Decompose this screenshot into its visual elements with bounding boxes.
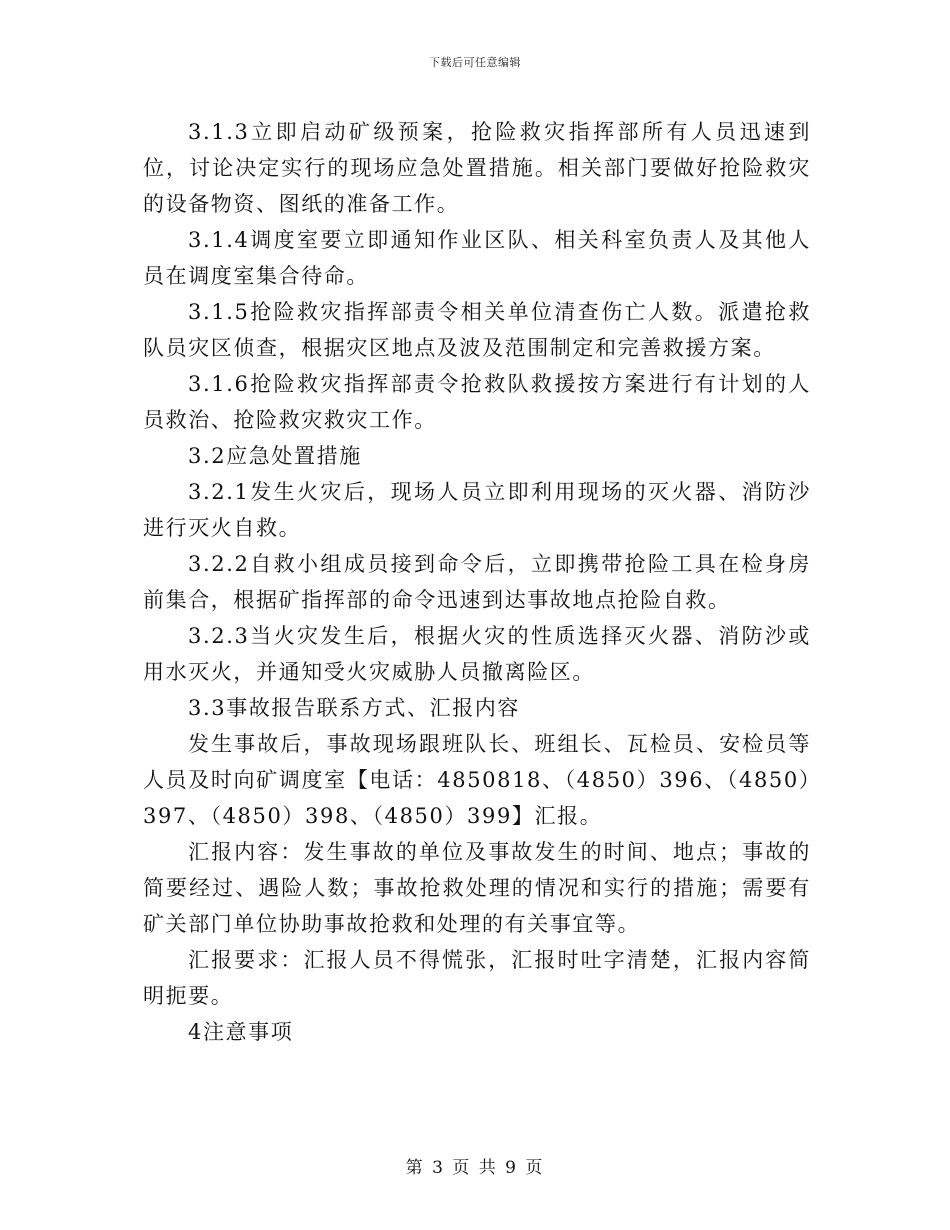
paragraph-3-2-1: 3.2.1发生火灾后，现场人员立即利用现场的灭火器、消防沙进行灭火自救。 — [143, 480, 811, 540]
section-heading-3-2: 3.2应急处置措施 — [188, 444, 362, 468]
paragraph-report-content: 汇报内容：发生事故的单位及事故发生的时间、地点；事故的简要经过、遇险人数；事故抢救处理的情况和实行的措施；需要有矿关部门单位协助事故抢救和处理的有关事宜等。 — [143, 840, 811, 936]
section-heading-3-3: 3.3事故报告联系方式、汇报内容 — [188, 696, 520, 720]
paragraph-3-2-3: 3.2.3当火灾发生后，根据火灾的性质选择灭火器、消防沙或用水灭火，并通知受火灾威胁人员撤离险区。 — [143, 624, 811, 684]
paragraph-report-requirements: 汇报要求：汇报人员不得慌张，汇报时吐字清楚，汇报内容简明扼要。 — [143, 948, 811, 1008]
paragraph-report-contact: 发生事故后，事故现场跟班队长、班组长、瓦检员、安检员等人员及时向矿调度室【电话：4850818、（4850）396、（4850）397、（4850）398、（4850）399】汇报。 — [143, 732, 811, 828]
paragraph-3-1-5: 3.1.5抢险救灾指挥部责令相关单位清查伤亡人数。派遣抢救队员灾区侦查，根据灾区地点及波及范围制定和完善救援方案。 — [143, 300, 811, 360]
document-body — [143, 114, 811, 1050]
paragraph-3-2-2: 3.2.2自救小组成员接到命令后，立即携带抢险工具在检身房前集合，根据矿指挥部的命令迅速到达事故地点抢险自救。 — [143, 552, 811, 612]
paragraph-3-1-4: 3.1.4调度室要立即通知作业区队、相关科室负责人及其他人员在调度室集合待命。 — [143, 228, 811, 288]
paragraph-3-1-6: 3.1.6抢险救灾指挥部责令抢救队救援按方案进行有计划的人员救治、抢险救灾救灾工作。 — [143, 372, 811, 432]
page-header: 下载后可任意编辑 — [429, 56, 521, 69]
paragraph-3-1-3: 3.1.3立即启动矿级预案，抢险救灾指挥部所有人员迅速到位，讨论决定实行的现场应急处置措施。相关部门要做好抢险救灾的设备物资、图纸的准备工作。 — [143, 120, 811, 216]
page-number-footer: 第 3 页 共 9 页 — [405, 1158, 545, 1178]
section-heading-4: 4注意事项 — [188, 1020, 294, 1044]
